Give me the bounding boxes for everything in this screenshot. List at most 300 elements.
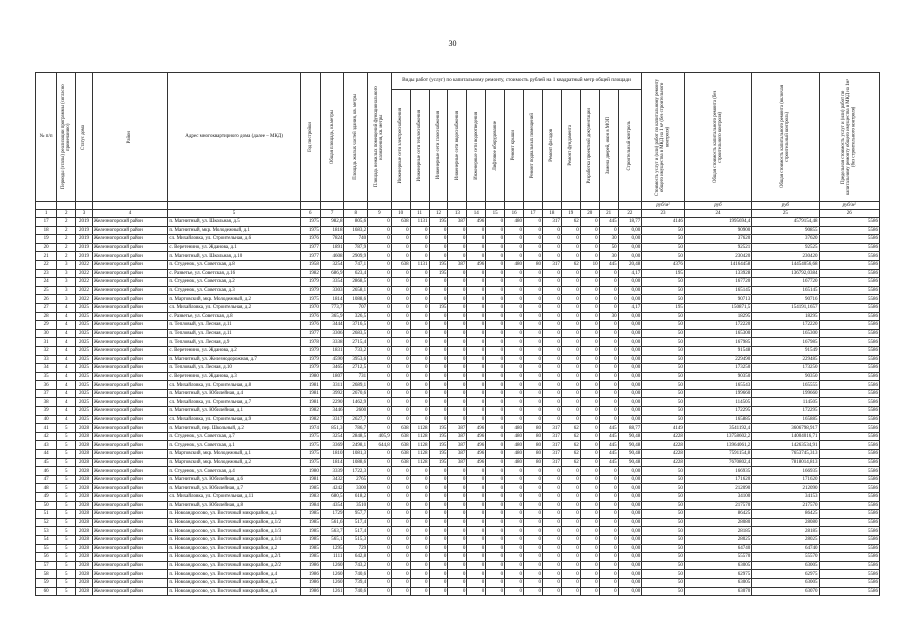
table-cell: 0: [542, 398, 561, 407]
table-cell: 90,48: [618, 450, 642, 459]
table-cell: 50: [642, 475, 685, 484]
table-cell: 2028: [76, 424, 93, 433]
table-cell: 1975: [300, 441, 320, 450]
table-cell: 387: [448, 218, 467, 227]
table-cell: 0: [410, 527, 429, 536]
table-cell: Железногорский район: [92, 570, 168, 579]
table-cell: 13964061,2: [684, 441, 751, 450]
table-cell: 35: [36, 372, 57, 381]
table-cell: 0: [542, 381, 561, 390]
table-cell: 0: [467, 364, 486, 373]
column-number-cell: 23: [642, 210, 685, 218]
works-subheader-cell: Инженерные сети водоотведения: [467, 90, 486, 202]
table-cell: 0: [410, 475, 429, 484]
table-cell: 0: [524, 398, 543, 407]
table-cell: 0: [448, 553, 467, 562]
table-cell: п. Новоандросово, ул. Восточный микрорайон, д.1/3: [168, 527, 300, 536]
table-cell: 0: [368, 321, 392, 330]
table-cell: 0: [580, 467, 599, 476]
table-cell: 496: [467, 260, 486, 269]
table-cell: 165300: [684, 329, 751, 338]
header-cell: Статус дома: [76, 73, 93, 202]
table-cell: 0: [448, 398, 467, 407]
table-cell: Железногорский район: [92, 346, 168, 355]
table-cell: 0: [410, 269, 429, 278]
table-cell: 805,6: [344, 218, 368, 227]
table-cell: 0: [448, 570, 467, 579]
table-cell: п. Магнитный, ул. Юбилейная, д.8: [168, 501, 300, 510]
table-cell: 0: [580, 321, 599, 330]
table-cell: 480: [505, 441, 524, 450]
table-cell: 0: [561, 493, 580, 502]
table-cell: 0: [467, 372, 486, 381]
table-cell: 5586: [819, 260, 879, 269]
table-cell: 0: [561, 235, 580, 244]
table-cell: 638: [391, 260, 410, 269]
table-cell: 0: [561, 484, 580, 493]
table-cell: 517,4: [344, 527, 368, 536]
table-cell: 0: [486, 329, 505, 338]
table-cell: с. Разветье, ул. Советская, д.8: [168, 312, 300, 321]
table-cell: 4149: [642, 424, 685, 433]
table-cell: 1260: [320, 578, 344, 587]
table-cell: 0: [542, 321, 561, 330]
table-cell: 50: [642, 501, 685, 510]
header-cell: Площадь нежилых помещений функционального назначения, кв. метры: [368, 73, 392, 202]
table-cell: 1128: [410, 458, 429, 467]
table-cell: 1260: [320, 561, 344, 570]
table-cell: Железногорский район: [92, 329, 168, 338]
table-cell: 0: [486, 312, 505, 321]
table-cell: 317: [542, 424, 561, 433]
table-cell: 30: [36, 329, 57, 338]
unit-cell: [467, 202, 486, 210]
table-cell: 53: [36, 527, 57, 536]
table-cell: 2019: [76, 226, 93, 235]
table-cell: 0: [580, 398, 599, 407]
column-number-cell: 11: [410, 210, 429, 218]
header-cell: Периоды (этапы) реализации программы (согласно примечанию): [57, 73, 76, 202]
table-cell: 1985: [300, 553, 320, 562]
table-cell: 0: [448, 535, 467, 544]
table-cell: 5586: [819, 269, 879, 278]
table-cell: 0: [486, 570, 505, 579]
table-cell: 1979: [300, 355, 320, 364]
unit-cell: руб/м²: [819, 202, 879, 210]
table-row: [36, 278, 880, 287]
table-cell: Железногорский район: [92, 561, 168, 570]
table-cell: 0,00: [618, 578, 642, 587]
table-cell: 0: [391, 338, 410, 347]
table-cell: 114505: [684, 398, 751, 407]
table-cell: 387: [448, 432, 467, 441]
table-cell: 0,00: [618, 278, 642, 287]
table-cell: Железногорский район: [92, 441, 168, 450]
works-subheader-cell: Замена дверей, окон в МОП: [599, 90, 618, 202]
table-cell: 1976: [300, 235, 320, 244]
table-cell: 0: [410, 398, 429, 407]
table-cell: 0: [486, 346, 505, 355]
table-cell: 0: [448, 484, 467, 493]
table-cell: 0: [524, 501, 543, 510]
table-cell: 4354: [320, 501, 344, 510]
table-cell: 3716,5: [344, 321, 368, 330]
table-cell: 28185: [684, 527, 751, 536]
table-cell: 5586: [819, 458, 879, 467]
table-cell: 1981: [300, 475, 320, 484]
table-cell: п. Магнитный, ул. Школьная, д.5: [168, 218, 300, 227]
table-cell: 5586: [819, 338, 879, 347]
table-cell: 0: [391, 286, 410, 295]
table-cell: 0: [368, 407, 392, 416]
table-cell: 5586: [819, 415, 879, 424]
table-cell: 317: [542, 432, 561, 441]
table-cell: 50: [642, 467, 685, 476]
table-cell: 0: [429, 312, 448, 321]
table-cell: 729: [344, 544, 368, 553]
column-number-cell: 20: [580, 210, 599, 218]
works-subheader-cell: Ремонт подвальных помещений: [524, 90, 543, 202]
table-cell: 0: [505, 484, 524, 493]
table-cell: 0: [368, 501, 392, 510]
table-cell: 0: [542, 570, 561, 579]
table-cell: 4228: [642, 458, 685, 467]
table-cell: 0: [524, 312, 543, 321]
table-cell: 1985: [300, 510, 320, 519]
table-cell: 0: [524, 484, 543, 493]
table-cell: 0: [542, 235, 561, 244]
table-cell: 0: [429, 286, 448, 295]
table-cell: 0: [561, 553, 580, 562]
table-cell: 0: [448, 501, 467, 510]
table-cell: 7653745,313: [752, 450, 819, 459]
table-cell: 80: [524, 432, 543, 441]
table-cell: сл. Михайловка, ул. Строительная, д.7: [168, 398, 300, 407]
table-cell: 0: [467, 286, 486, 295]
table-cell: 0: [524, 372, 543, 381]
table-cell: 3339: [320, 467, 344, 476]
table-cell: 0: [580, 553, 599, 562]
table-cell: 0: [524, 338, 543, 347]
table-cell: 3354: [320, 278, 344, 287]
table-cell: 0: [410, 493, 429, 502]
table-cell: 0: [486, 407, 505, 416]
table-cell: п. Новоандросово, ул. Восточный микрорайон, д.1: [168, 510, 300, 519]
unit-cell: [618, 202, 642, 210]
table-row: [36, 475, 880, 484]
table-cell: 5586: [819, 218, 879, 227]
table-cell: 5: [57, 493, 76, 502]
table-cell: 3317: [320, 415, 344, 424]
table-cell: 0: [505, 252, 524, 261]
table-row: [36, 441, 880, 450]
table-cell: 5586: [819, 286, 879, 295]
table-row: [36, 226, 880, 235]
table-cell: 0: [505, 346, 524, 355]
table-cell: 0: [599, 544, 618, 553]
table-cell: 2: [57, 218, 76, 227]
table-cell: 0: [561, 329, 580, 338]
table-cell: 0: [599, 381, 618, 390]
table-cell: 1729: [320, 510, 344, 519]
table-cell: 0: [599, 286, 618, 295]
table-cell: 0: [524, 389, 543, 398]
table-cell: 5586: [819, 587, 879, 596]
table-cell: 165145: [752, 286, 819, 295]
table-cell: 0: [524, 570, 543, 579]
table-cell: 0: [561, 467, 580, 476]
table-cell: 0: [561, 355, 580, 364]
table-cell: 0: [410, 570, 429, 579]
table-cell: 90855: [752, 226, 819, 235]
table-cell: 3465: [320, 364, 344, 373]
table-cell: 0: [542, 269, 561, 278]
unit-cell: [92, 202, 168, 210]
table-cell: 0: [561, 389, 580, 398]
table-cell: 80: [524, 458, 543, 467]
table-cell: 0: [429, 329, 448, 338]
table-cell: 0: [448, 544, 467, 553]
table-cell: 86425: [684, 510, 751, 519]
table-cell: 0: [448, 364, 467, 373]
column-number-cell: 1: [36, 210, 57, 218]
table-cell: 5586: [819, 484, 879, 493]
table-cell: 0: [448, 226, 467, 235]
table-cell: 0: [524, 346, 543, 355]
table-cell: Железногорский район: [92, 338, 168, 347]
table-cell: 0: [542, 243, 561, 252]
table-cell: 0: [542, 372, 561, 381]
table-cell: 0: [448, 278, 467, 287]
table-cell: 1111: [320, 553, 344, 562]
table-cell: 0: [580, 501, 599, 510]
table-cell: 1979: [300, 364, 320, 373]
table-cell: 1986: [300, 578, 320, 587]
table-cell: с. Разветье, ул. Советская, д.16: [168, 269, 300, 278]
column-number-cell: 17: [524, 210, 543, 218]
table-cell: 0: [561, 510, 580, 519]
table-cell: 5586: [819, 424, 879, 433]
table-cell: 39: [36, 407, 57, 416]
table-cell: 0: [505, 527, 524, 536]
table-cell: 5: [57, 535, 76, 544]
table-cell: 0: [368, 475, 392, 484]
table-cell: 0: [580, 226, 599, 235]
table-cell: 5586: [819, 441, 879, 450]
table-cell: 3300: [344, 484, 368, 493]
table-cell: 317: [542, 260, 561, 269]
table-cell: 0,00: [618, 338, 642, 347]
table-cell: 496: [467, 218, 486, 227]
table-cell: 0: [410, 561, 429, 570]
table-row: [36, 527, 880, 536]
table-cell: 50: [642, 398, 685, 407]
table-cell: 2715,4: [344, 338, 368, 347]
table-cell: 0: [429, 381, 448, 390]
table-cell: 0: [429, 467, 448, 476]
table-cell: 5586: [819, 235, 879, 244]
table-cell: 0: [580, 218, 599, 227]
table-cell: 0: [429, 398, 448, 407]
table-cell: 0: [561, 535, 580, 544]
table-cell: 0: [524, 578, 543, 587]
table-cell: 0: [599, 535, 618, 544]
table-cell: 1462,9: [344, 398, 368, 407]
table-cell: 2: [57, 226, 76, 235]
table-cell: 0: [599, 467, 618, 476]
table-cell: 1981: [300, 389, 320, 398]
table-cell: 0: [599, 329, 618, 338]
table-cell: 4228: [642, 450, 685, 459]
table-cell: 0,00: [618, 346, 642, 355]
table-cell: 0: [599, 475, 618, 484]
table-cell: 5586: [819, 535, 879, 544]
table-cell: 0: [486, 218, 505, 227]
table-cell: 4242: [320, 484, 344, 493]
table-cell: 561,6: [320, 518, 344, 527]
table-cell: 32: [36, 346, 57, 355]
table-cell: 5: [57, 544, 76, 553]
table-cell: 0: [368, 450, 392, 459]
table-cell: 3541192,4: [684, 424, 751, 433]
table-cell: 2028: [76, 518, 93, 527]
table-cell: 0: [368, 303, 392, 312]
table-cell: 0: [524, 407, 543, 416]
table-row: [36, 432, 880, 441]
table-cell: 1979: [300, 346, 320, 355]
table-cell: 30: [599, 252, 618, 261]
table-cell: 25: [36, 286, 57, 295]
table-cell: 0: [505, 235, 524, 244]
table-cell: Железногорский район: [92, 398, 168, 407]
table-row: [36, 260, 880, 269]
table-cell: 0: [391, 484, 410, 493]
table-cell: 1995694,4: [684, 218, 751, 227]
table-cell: 50: [642, 329, 685, 338]
table-cell: 0: [368, 295, 392, 304]
table-row: [36, 501, 880, 510]
table-cell: 496: [467, 450, 486, 459]
table-cell: 5586: [819, 432, 879, 441]
table-cell: 50: [642, 321, 685, 330]
table-cell: 0: [429, 389, 448, 398]
table-cell: 1982: [300, 407, 320, 416]
table-cell: 4590: [320, 355, 344, 364]
table-cell: 2025: [76, 312, 93, 321]
table-cell: 172220: [684, 321, 751, 330]
table-cell: 52: [36, 518, 57, 527]
table-cell: 0: [580, 303, 599, 312]
table-cell: 171620: [684, 475, 751, 484]
table-cell: 0: [580, 295, 599, 304]
table-cell: 2765: [344, 475, 368, 484]
table-cell: 2028: [76, 510, 93, 519]
table-cell: 90350: [684, 372, 751, 381]
table-cell: 0: [410, 501, 429, 510]
table-cell: 0: [467, 398, 486, 407]
table-cell: 167720: [684, 278, 751, 287]
works-subheader-cell: Инженерные сети газоснабжения: [429, 90, 448, 202]
table-cell: 0,00: [618, 527, 642, 536]
table-cell: 0: [524, 269, 543, 278]
table-cell: 387: [448, 450, 467, 459]
table-cell: 0: [391, 578, 410, 587]
table-cell: 50: [642, 243, 685, 252]
table-cell: 2600: [344, 407, 368, 416]
table-cell: 0: [486, 303, 505, 312]
table-cell: 0: [542, 407, 561, 416]
table-cell: 0: [599, 321, 618, 330]
table-cell: 2022: [76, 260, 93, 269]
table-cell: 1976: [300, 321, 320, 330]
column-number-cell: 25: [752, 210, 819, 218]
table-cell: 0: [448, 329, 467, 338]
table-cell: 686,9: [320, 269, 344, 278]
table-cell: 638: [391, 450, 410, 459]
table-cell: 167985: [684, 338, 751, 347]
table-cell: 1295: [320, 544, 344, 553]
table-cell: 0: [505, 561, 524, 570]
table-cell: 62: [561, 260, 580, 269]
table-cell: 1831: [320, 346, 344, 355]
table-cell: 0: [505, 501, 524, 510]
table-cell: 0,00: [618, 243, 642, 252]
table-cell: 0: [580, 407, 599, 416]
table-cell: 1980: [300, 372, 320, 381]
table-cell: 19: [36, 235, 57, 244]
table-cell: 0: [505, 535, 524, 544]
table-cell: 1683,2: [344, 226, 368, 235]
table-cell: 50: [642, 226, 685, 235]
table-cell: 851,3: [320, 424, 344, 433]
table-cell: 50: [642, 381, 685, 390]
table-cell: 2909,9: [344, 252, 368, 261]
table-cell: 773,7: [320, 303, 344, 312]
table-cell: 1975: [300, 226, 320, 235]
table-cell: 0: [599, 561, 618, 570]
table-cell: 0: [542, 252, 561, 261]
table-cell: 0: [580, 286, 599, 295]
table-cell: 480: [505, 218, 524, 227]
table-cell: 43: [36, 441, 57, 450]
table-row: [36, 381, 880, 390]
table-cell: 0: [524, 493, 543, 502]
table-cell: 0: [486, 372, 505, 381]
table-cell: 0,00: [618, 286, 642, 295]
column-number-cell: 5: [168, 210, 300, 218]
table-cell: 5586: [819, 295, 879, 304]
table-cell: 0: [524, 561, 543, 570]
table-cell: 0: [368, 527, 392, 536]
table-cell: 5: [57, 432, 76, 441]
table-cell: 0: [368, 372, 392, 381]
table-cell: 0: [505, 544, 524, 553]
table-cell: 230420: [684, 252, 751, 261]
table-cell: 0: [561, 226, 580, 235]
table-cell: 0,00: [618, 467, 642, 476]
table-cell: 3: [57, 286, 76, 295]
table-cell: 0: [524, 252, 543, 261]
table-cell: 0,00: [618, 312, 642, 321]
table-cell: 787,9: [344, 243, 368, 252]
table-cell: с. Веретенино, ул. Жданова, д.3: [168, 372, 300, 381]
table-cell: 0: [467, 510, 486, 519]
table-row: [36, 587, 880, 596]
table-cell: 5: [57, 561, 76, 570]
table-cell: 0: [467, 467, 486, 476]
table-cell: 17: [36, 218, 57, 227]
table-cell: 0: [410, 535, 429, 544]
